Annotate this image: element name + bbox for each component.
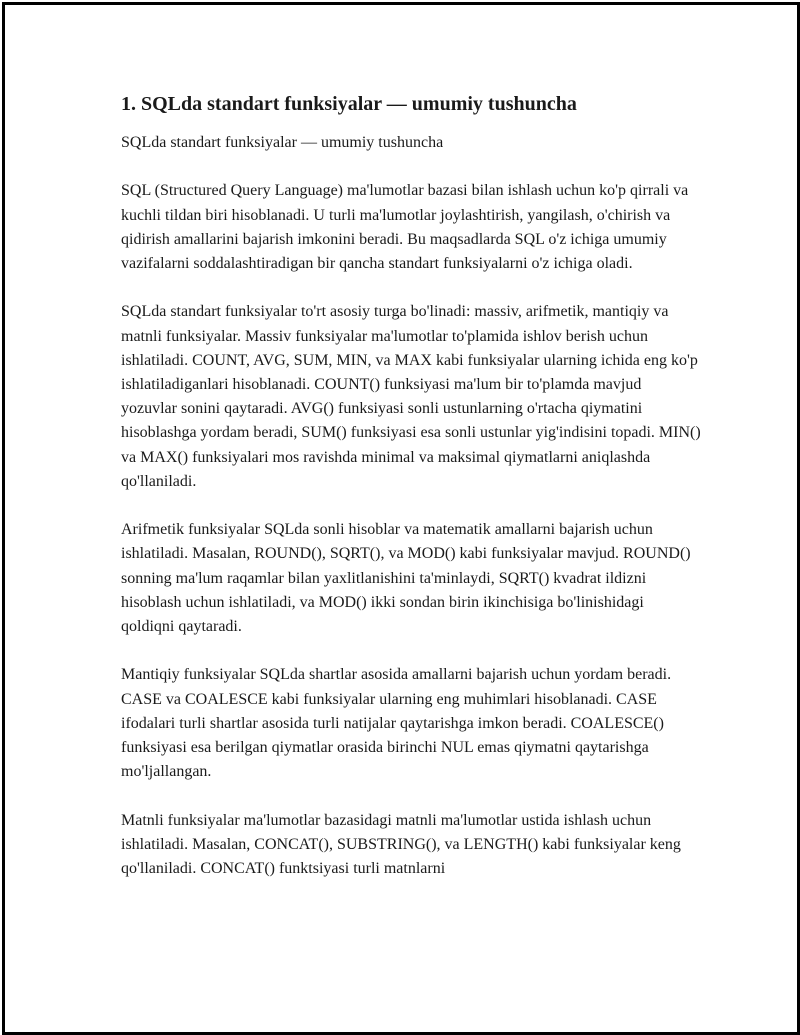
- paragraph-subtitle: SQLda standart funksiyalar — umumiy tushuncha: [121, 134, 444, 151]
- page-frame: [2, 2, 800, 1035]
- paragraph-intro: SQL (Structured Query Language) ma'lumotlar bazasi bilan ishlash uchun ko'p qirrali va kuchli tildan biri hisoblanadi. U turli ma'lumotlar joylashtirish, yangilash, o'chirish va qidirish amallarini bajarish imkonini beradi. Bu maqsadlarda SQL o'z ichiga umumiy vazifalarni soddalashtiradigan bir qancha standart funksiyalarni o'z ichiga oladi.: [121, 182, 689, 272]
- paragraph-logical-functions: Mantiqiy funksiyalar SQLda shartlar asosida amallarni bajarish uchun yordam beradi. CASE va COALESCE kabi funksiyalar ularning eng muhimlari hisoblanadi. CASE ifodalari turli shartlar asosida turli natijalar qaytarishga imkon beradi. COALESCE() funksiyasi esa berilgan qiymatlar orasida birinchi NUL emas qiymatni qaytarishga mo'ljallangan.: [121, 666, 672, 781]
- section-heading: 1. SQLda standart funksiyalar — umumiy tushuncha: [121, 93, 577, 115]
- paragraph-text-functions: Matnli funksiyalar ma'lumotlar bazasidagi matnli ma'lumotlar ustida ishlash uchun ishlatiladi. Masalan, CONCAT(), SUBSTRING(), va LENGTH() kabi funksiyalar keng qo'llaniladi. CONCAT() funktsiyasi turli matnlarni: [121, 811, 681, 878]
- document-body: [121, 91, 701, 905]
- paragraph-arithmetic-functions: Arifmetik funksiyalar SQLda sonli hisoblar va matematik amallarni bajarish uchun ishlatiladi. Masalan, ROUND(), SQRT(), va MOD() kabi funksiyalar mavjud. ROUND() sonning ma'lum raqamlar bilan yaxlitlanishini ta'minlaydi, SQRT() kvadrat ildizni hisoblash uchun ishlatiladi, va MOD() ikki sondan birin ikinchisiga bo'linishidagi qoldiqni qaytaradi.: [121, 521, 691, 636]
- paragraph-aggregate-functions: SQLda standart funksiyalar to'rt asosiy turga bo'linadi: massiv, arifmetik, mantiqiy va matnli funksiyalar. Massiv funksiyalar ma'lumotlar to'plamida ishlov berish uchun ishlatiladi. COUNT, AVG, SUM, MIN, va MAX kabi funksiyalar ularning ichida eng ko'p ishlatiladiganlari hisoblanadi. COUNT() funksiyasi ma'lum bir to'plamda mavjud yozuvlar sonini qaytaradi. AVG() funksiyasi sonli ustunlarning o'rtacha qiymatini hisoblashga yordam beradi, SUM() funksiyasi esa sonli ustunlar yig'indisini topadi. MIN() va MAX() funksiyalari mos ravishda minimal va maksimal qiymatlarni aniqlashda qo'llaniladi.: [121, 303, 701, 490]
